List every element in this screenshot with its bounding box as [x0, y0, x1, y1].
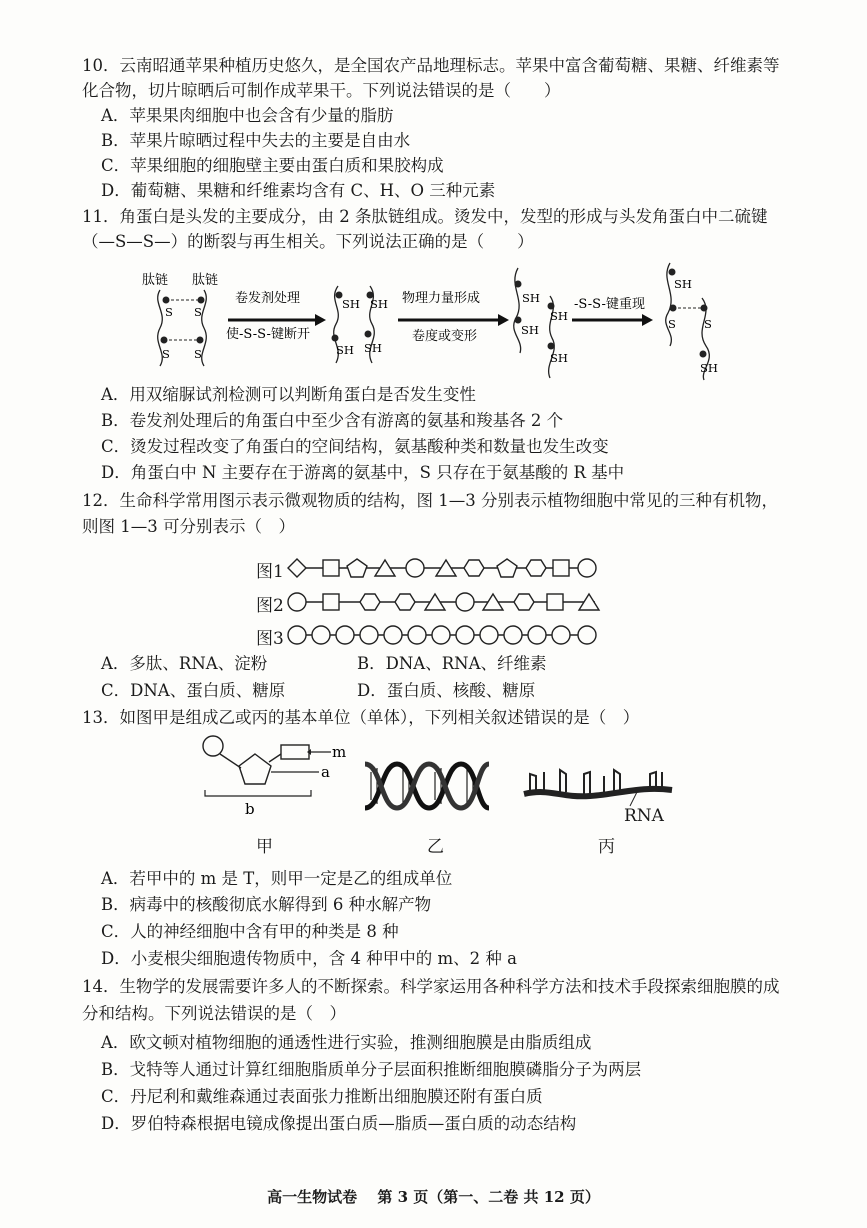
- page-footer: 高一生物试卷 第 3 页（第一、二卷 共 12 页）: [267, 1188, 600, 1206]
- monomer-chains-diagram: [285, 552, 615, 652]
- q12-stem-line1: 12．生命科学常用图示表示微观物质的结构，图 1—3 分别表示植物细胞中常见的三种有机物，: [82, 491, 778, 510]
- hexagon-monomer: [514, 594, 534, 610]
- circle-monomer: [432, 626, 450, 644]
- sh-label: SH: [522, 291, 540, 305]
- q11-option-a: A．用双缩脲试剂检测可以判断角蛋白是否发生变性: [101, 385, 476, 404]
- arrow-head-1: [315, 314, 326, 326]
- s-label: S: [165, 305, 173, 319]
- circle-monomer: [504, 626, 522, 644]
- q13-stem: 13．如图甲是组成乙或丙的基本单位（单体），下列相关叙述错误的是（ ）: [82, 708, 640, 727]
- circle-monomer: [288, 593, 306, 611]
- base-rectangle: [281, 745, 309, 759]
- q12-option-c: C．DNA、蛋白质、糖原: [101, 681, 286, 700]
- s-label: S: [194, 347, 202, 361]
- circle-monomer: [384, 626, 402, 644]
- circle-monomer: [408, 626, 426, 644]
- circle-monomer: [578, 559, 596, 577]
- q12-option-b: B．DNA、RNA、纤维素: [357, 654, 547, 673]
- residue-dot: [669, 269, 676, 276]
- square-monomer: [547, 594, 563, 610]
- residue-dot: [700, 351, 707, 358]
- circle-monomer: [288, 626, 306, 644]
- q11-option-c: C．烫发过程改变了角蛋白的空间结构，氨基酸种类和数量也发生改变: [101, 437, 609, 456]
- q11-option-d: D．角蛋白中 N 主要存在于游离的氨基中，S 只存在于氨基酸的 R 基中: [101, 463, 625, 482]
- hexagon-monomer: [464, 560, 484, 576]
- dna-double-helix-image: [363, 758, 491, 814]
- q12-option-a: A．多肽、RNA、淀粉: [101, 654, 268, 673]
- q14-option-b: B．戈特等人通过计算红细胞脂质单分子层面积推断细胞膜磷脂分子为两层: [101, 1060, 642, 1079]
- fig2-label: 图2: [256, 596, 284, 616]
- sh-label: SH: [342, 297, 360, 311]
- fig3-chain: [288, 626, 596, 644]
- hexagon-monomer: [526, 560, 546, 576]
- q14-stem-line2: 分和结构。下列说法错误的是（ ）: [82, 1004, 346, 1023]
- chain-label-right: 肽链: [192, 273, 219, 288]
- q12-option-d: D．蛋白质、核酸、糖原: [357, 681, 536, 700]
- q10-option-b: B．苹果片晾晒过程中失去的主要是自由水: [101, 131, 411, 150]
- circle-monomer: [480, 626, 498, 644]
- circle-monomer: [456, 593, 474, 611]
- q12-stem-line2: 则图 1—3 可分别表示（ ）: [82, 517, 295, 536]
- chain-label-left: 肽链: [142, 273, 169, 288]
- q11-stem-line2: （—S—S—）的断裂与再生相关。下列说法正确的是（ ）: [82, 232, 534, 251]
- phosphate-circle: [203, 736, 223, 756]
- q10-option-a: A．苹果果肉细胞中也会含有少量的脂肪: [101, 106, 394, 125]
- sh-label: SH: [550, 351, 568, 365]
- label-m: m: [332, 743, 347, 761]
- pentose-pentagon: [239, 754, 271, 784]
- label-rna: RNA: [624, 806, 664, 826]
- label-yi: 乙: [427, 837, 444, 857]
- circle-monomer: [578, 626, 596, 644]
- q10-option-c: C．苹果细胞的细胞壁主要由蛋白质和果胶构成: [101, 156, 444, 175]
- step2-bottom-label: 卷度或变形: [412, 329, 478, 344]
- sh-label: SH: [700, 361, 718, 375]
- residue-dot: [548, 343, 555, 350]
- q13-option-b: B．病毒中的核酸彻底水解得到 6 种水解产物: [101, 895, 432, 914]
- square-monomer: [553, 560, 569, 576]
- s-label: S: [704, 317, 712, 331]
- q14-stem-line1: 14．生物学的发展需要许多人的不断探索。科学家运用各种科学方法和技术手段探索细胞膜的成: [82, 977, 780, 996]
- step2-top-label: 物理力量形成: [402, 291, 481, 306]
- q13-option-a: A．若甲中的 m 是 T，则甲一定是乙的组成单位: [101, 869, 453, 888]
- sh-label: SH: [550, 309, 568, 323]
- fig1-chain: [288, 559, 596, 577]
- s-label: S: [668, 317, 676, 331]
- sh-label: SH: [364, 341, 382, 355]
- fig2-chain: [288, 593, 599, 611]
- residue-dot: [332, 335, 339, 342]
- peptide-chain: [666, 263, 672, 346]
- rna-single-strand-image: [520, 760, 680, 810]
- sh-label: SH: [336, 343, 354, 357]
- circle-monomer: [406, 559, 424, 577]
- label-bing: 丙: [598, 837, 615, 857]
- q13-option-d: D．小麦根尖细胞遗传物质中，含 4 种甲中的 m、2 种 a: [101, 949, 517, 968]
- hexagon-monomer: [360, 594, 380, 610]
- sh-label: SH: [521, 323, 539, 337]
- fig1-label: 图1: [256, 562, 284, 582]
- fig3-label: 图3: [256, 629, 284, 649]
- step3-top-label: -S-S-键重现: [574, 297, 645, 312]
- q11-option-b: B．卷发剂处理后的角蛋白中至少含有游离的氨基和羧基各 2 个: [101, 411, 564, 430]
- step1-bottom-label: 使-S-S-键断开: [226, 327, 310, 342]
- q14-option-d: D．罗伯特森根据电镜成像提出蛋白质—脂质—蛋白质的动态结构: [101, 1114, 577, 1133]
- circle-monomer: [336, 626, 354, 644]
- circle-monomer: [360, 626, 378, 644]
- label-b: b: [245, 800, 255, 817]
- label-a: a: [321, 763, 330, 781]
- diamond-monomer: [288, 559, 306, 577]
- residue-dot: [515, 281, 522, 288]
- q10-option-d: D．葡萄糖、果糖和纤维素均含有 C、H、O 三种元素: [101, 181, 496, 200]
- q14-option-a: A．欧文顿对植物细胞的通透性进行实验，推测细胞膜是由脂质组成: [101, 1033, 592, 1052]
- circle-monomer: [312, 626, 330, 644]
- square-monomer: [323, 560, 339, 576]
- q14-option-c: C．丹尼利和戴维森通过表面张力推断出细胞膜还附有蛋白质: [101, 1087, 543, 1106]
- keratin-diagram: [130, 258, 760, 383]
- bracket-b: [205, 790, 311, 796]
- sh-label: SH: [370, 297, 388, 311]
- step1-top-label: 卷发剂处理: [235, 291, 301, 306]
- q13-option-c: C．人的神经细胞中含有甲的种类是 8 种: [101, 922, 399, 941]
- label-jia: 甲: [256, 837, 273, 857]
- circle-monomer: [552, 626, 570, 644]
- nucleotide-diagram: [195, 732, 355, 817]
- arrow-head-3: [642, 314, 653, 326]
- s-label: S: [162, 347, 170, 361]
- q10-stem-line2: 化合物，切片晾晒后可制作成苹果干。下列说法错误的是（ ）: [82, 81, 561, 100]
- pentagon-monomer: [347, 559, 367, 577]
- s-label: S: [194, 305, 202, 319]
- square-monomer: [323, 594, 339, 610]
- circle-monomer: [528, 626, 546, 644]
- hexagon-monomer: [395, 594, 415, 610]
- circle-monomer: [456, 626, 474, 644]
- sh-label: SH: [674, 277, 692, 291]
- q10-stem-line1: 10．云南昭通苹果种植历史悠久，是全国农产品地理标志。苹果中富含葡萄糖、果糖、纤维素等: [82, 56, 780, 75]
- pentagon-monomer: [497, 559, 517, 577]
- arrow-head-2: [498, 314, 509, 326]
- residue-dot: [365, 331, 372, 338]
- q11-stem-line1: 11．角蛋白是头发的主要成分，由 2 条肽链组成。烫发中，发型的形成与头发角蛋白中二硫键: [82, 207, 768, 226]
